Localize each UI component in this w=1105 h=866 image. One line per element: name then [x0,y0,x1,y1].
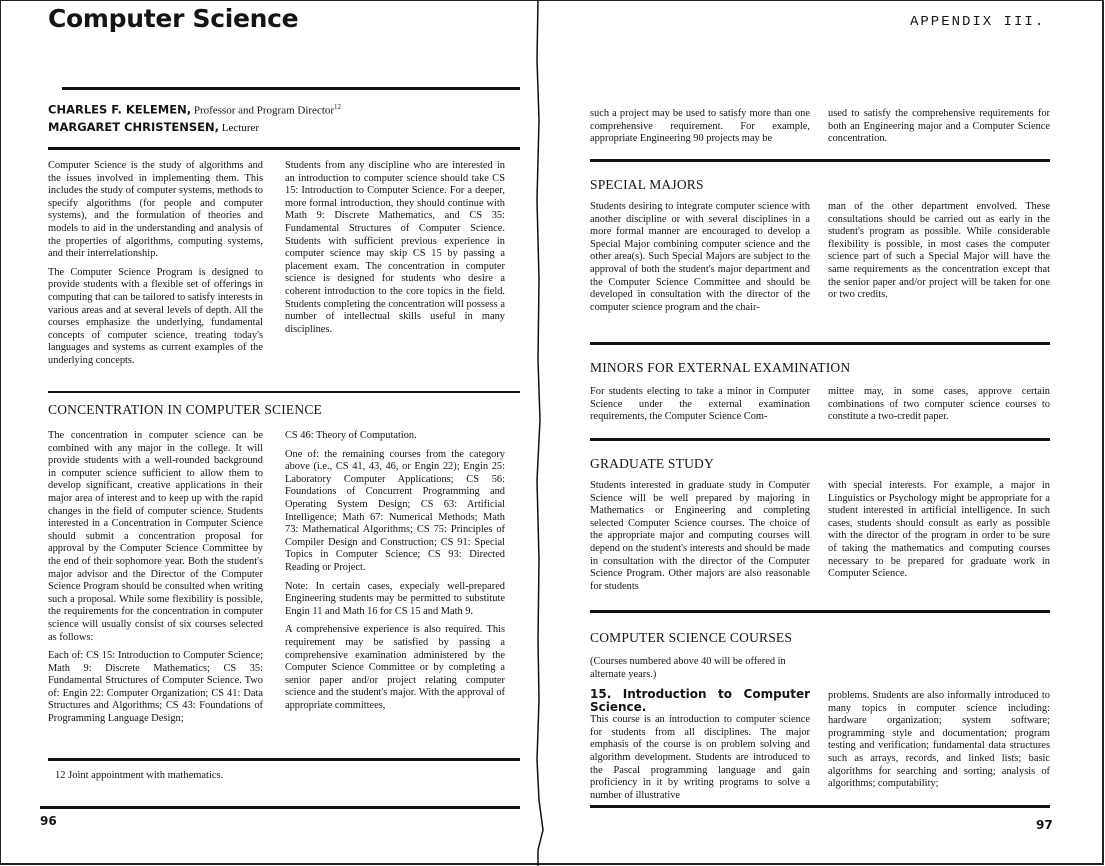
divider [590,610,1050,613]
divider [48,758,520,761]
book-spine-gutter [530,0,546,866]
faculty-member [48,99,341,119]
paragraph: A comprehensive experience is also required. This requirement may be satisfied by passing a comprehensive examination administered by the Computer Science Committee or by completing a senior paper and/or project relating computer science and the student's major. With the approval of appropriate committees, [285,624,505,711]
page-number: 96 [40,814,57,828]
minors-column-2 [828,386,1050,430]
divider [40,806,520,809]
section-heading: CONCENTRATION IN COMPUTER SCIENCE [48,402,322,417]
divider [62,87,520,90]
paragraph: The Computer Science Program is designed to provide students with a flexible set of offerings in computing that can be tailored to satisfy interests in various areas and at several levels of depth. All the courses emphasize the underlying, fundamental concepts of computer science, treating today's languages and systems as current examples of the underlying concepts. [48,266,263,366]
special-majors-column-1 [590,201,810,320]
continued-column-1 [590,108,810,152]
paragraph: used to satisfy the comprehensive requirements for both an Engineering major and a Computer Science concentration. [828,108,1050,145]
continued-column-2 [828,108,1050,152]
divider [590,805,1050,808]
course-description: problems. Students are also informally introduced to many topics in computer science including: hardware organization; system software; programming style and documentation; program testing and verification; fundamental data structures such as arrays, records, and linked lists; basic algorithms for searching and sorting; analysis of algorithms; computability; [828,690,1050,790]
section-heading: MINORS FOR EXTERNAL EXAMINATION [590,360,851,375]
graduate-column-1 [590,480,810,599]
running-header: APPENDIX III. [910,14,1046,30]
concentration-column-2 [285,430,505,718]
divider [590,159,1050,162]
intro-column-2 [285,160,505,342]
paragraph: Each of: CS 15: Introduction to Computer Science; Math 9: Discrete Mathematics; CS 35: Fundamental Structures of Computer Science. Two of: Engin 22: Computer Organization; CS 41: Data Structures and Algorithms; CS 43: Foundations of Programming Language Design; [48,650,263,725]
divider [590,342,1050,345]
faculty-member [48,119,341,136]
divider [48,391,520,393]
course-description: This course is an introduction to computer science for students from all disciplines. The major emphasis of the course is on problem solving and algorithm development. Students are introduced to the Pascal programming language and gain proficiency in it by writing programs to solve a number of illustrative [590,714,810,801]
page-number: 97 [1036,818,1053,832]
paragraph: (Courses numbered above 40 will be offered in alternate years.) [590,656,786,680]
courses-note [590,656,810,687]
courses-column-1 [590,688,810,808]
faculty-role: Professor and Program Director [193,104,335,117]
divider [590,438,1050,441]
minors-column-1 [590,386,810,430]
course-title: 15. Introduction to Computer Science. [590,687,810,714]
faculty-name: CHARLES F. KELEMEN, [48,102,192,117]
divider [48,147,520,150]
page-title: Computer Science [48,4,299,33]
faculty-name: MARGARET CHRISTENSEN, [48,119,220,134]
paragraph: Computer Science is the study of algorithms and the issues involved in implementing them. This includes the study of computer systems, methods to specify algorithms (for people and computer systems), and the formulation of theories and models to aid in the understanding and analysis of the properties of algorithms, computing systems, and their interrelationship. [48,160,263,260]
paragraph: One of: the remaining courses from the category above (i.e., CS 41, 43, 46, or Engin 22); Engin 25: Laboratory Computer Applications; CS 56: Foundations of Concurrent Programming and Operating System Design; CS 63: Artificial Intelligence; Math 67: Numerical Methods; Math 73: Mathematical Algorithms; CS 75: Principles of Compiler Design and Construction; CS 91: Special Topics in Computer Science; CS 93: Directed Reading or Project. [285,448,505,573]
faculty-role: Lecturer [221,121,260,134]
graduate-column-2 [828,480,1050,587]
paragraph: Students interested in graduate study in Computer Science will be well prepared by majoring in Mathematics or Engineering and completing selected Computer Science courses. The choice of the appropriate major and computing courses will depend on the student's interests and should be made in consultation with the director of the Computer Science Program. Other majors are also reasonable for students [590,480,810,592]
section-heading: SPECIAL MAJORS [590,177,704,192]
paragraph: mittee may, in some cases, approve certain combinations of two computer science courses to constitute a two-credit paper. [828,386,1050,423]
paragraph: Note: In certain cases, expecialy well-prepared Engineering students may be permitted to substitute Engin 11 and Math 16 for CS 15 and Math 9. [285,580,505,617]
paragraph: man of the other department envolved. These consultations should be carried out as early in the student's program as possible. While considerable flexibility is possible, in most cases the computer science part of such a Special Major will have the same requirements as the concentration except that the senior paper and/or project will be taken for one or two credits. [828,201,1050,301]
paragraph: with special interests. For example, a major in Linguistics or Psychology might be appropriate for a student interested in artificial intelligence. In such cases, students should consult as early as possible with the director of the program in order to be sure of taking the mathematics and computing courses necessary to be prepared for graduate work in Computer Science. [828,480,1050,580]
intro-column-1 [48,160,263,374]
concentration-column-1 [48,430,263,732]
paragraph: The concentration in computer science can be combined with any major in the college. It will provide students with a well-rounded background in computer science sufficient to allow them to develop significant, creative applications in their major area of interest and to keep up with the rapid changes in the field of computer science. Students interested in a Concentration in Computer Science should submit a concentration proposal for approval by the Computer Science Committee by the end of their sophomore year. Both the student's major advisor and the Director of the Computer Science Program should be consulted when writing such a proposal. While some flexibility is possible, the requirements for the concentration in computer science will usually consist of six courses selected as follows: [48,430,263,643]
paragraph: such a project may be used to satisfy more than one comprehensive requirement. For example, appropriate Engineering 90 projects may be [590,108,810,145]
footnote-ref: 12 [334,103,342,111]
section-heading: COMPUTER SCIENCE COURSES [590,630,793,645]
paragraph: Students desiring to integrate computer science with another discipline or with several disciplines in a more formal manner are encouraged to develop a Special Major combining computer science and the other area(s). Such Special Majors are subject to the approval of both the student's major department and the Computer Science Committee and should be developed in consultation with the director of the computer science program and the chair- [590,201,810,313]
faculty-list [48,99,341,136]
special-majors-column-2 [828,201,1050,308]
paragraph: CS 46: Theory of Computation. [285,430,417,441]
section-heading: GRADUATE STUDY [590,456,714,471]
courses-column-2 [828,690,1050,797]
footnote: 12 Joint appointment with mathematics. [55,770,224,781]
paragraph: For students electing to take a minor in Computer Science under the external examination requirements, the Computer Science Com- [590,386,810,423]
paragraph: Students from any discipline who are interested in an introduction to computer science should take CS 15: Introduction to Computer Science. For a deeper, more formal introduction, they should continue with Math 9: Discrete Mathematics, and CS 35: Fundamental Structures of Computer Science. Students with sufficient previous experience in computer science may skip CS 15 by passing a placement exam. The concentration in computer science is designed for students who desire a coherent introduction to the core topics in the field. Students completing the concentration will possess a number of intellectual skills useful in many disciplines. [285,160,505,335]
